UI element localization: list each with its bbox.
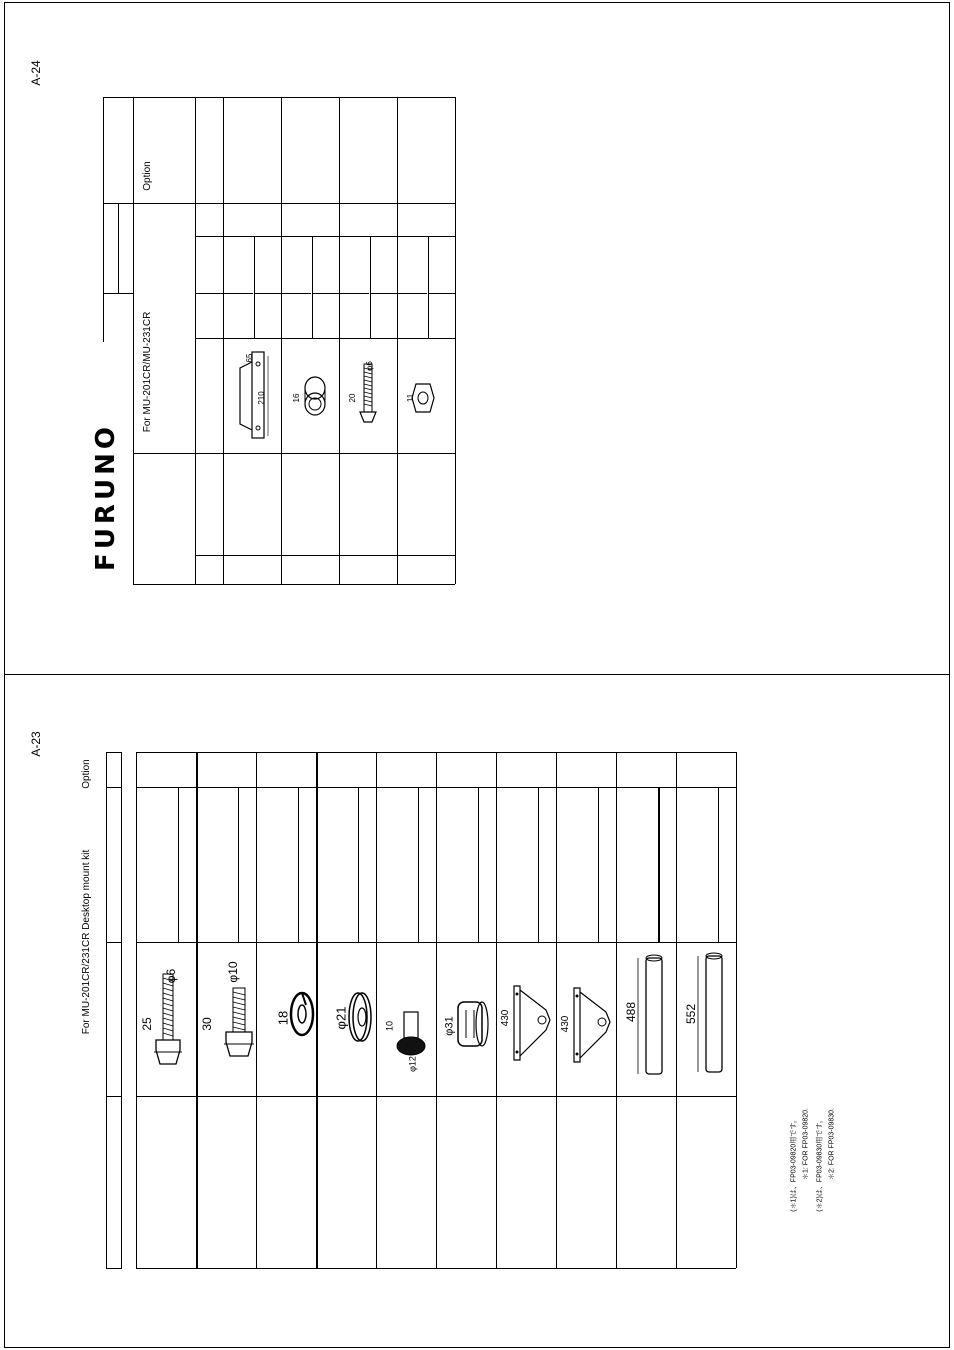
flat-washer-icon: [344, 990, 374, 1044]
page-number: A-24: [29, 60, 43, 86]
dimension-label: 10: [384, 1020, 395, 1032]
footnote: (＊1)は、FP03-09820用です。: [790, 1116, 798, 1212]
dimension-label: 11: [406, 393, 415, 403]
page-divider: [4, 674, 949, 675]
dimension-label: φ21: [333, 1006, 349, 1030]
dimension-label: 20: [348, 393, 357, 403]
collar-ring-icon: [298, 374, 332, 418]
hex-bolt-icon: [150, 972, 186, 1072]
dimension-label: 30: [200, 1017, 214, 1031]
dimension-label: 16: [292, 393, 301, 403]
rubber-foot-icon: [394, 1010, 428, 1060]
dimension-label: 210: [257, 391, 266, 405]
mount-bracket-icon: [566, 986, 614, 1066]
footnote: ＊1: FOR FP03-09820.: [802, 1108, 810, 1180]
dimension-label: 430: [560, 1015, 571, 1033]
dimension-label: φ6: [365, 361, 374, 371]
dimension-label: φ31: [443, 1016, 456, 1036]
category-label: Option: [142, 161, 153, 191]
dimension-label: 488: [624, 1001, 638, 1023]
mount-bracket-icon: [506, 984, 554, 1064]
table-title: For MU-201CR/MU-231CR: [142, 311, 153, 433]
dimension-label: 18: [275, 1010, 291, 1026]
dimension-label: 25: [140, 1017, 154, 1031]
hex-bolt-icon: [222, 986, 256, 1060]
page-number: A-23: [29, 731, 43, 757]
footnote: ＊2: FOR FP03-09830.: [828, 1108, 836, 1180]
dimension-label: 65: [245, 353, 254, 363]
furuno-logo: FURUNO: [91, 423, 121, 571]
dimension-label: φ12: [407, 1056, 418, 1072]
table-title: For MU-201CR/231CR Desktop mount kit: [81, 849, 92, 1035]
dimension-label: 552: [684, 1003, 698, 1025]
category-label: Option: [81, 759, 92, 789]
dimension-label: φ6: [164, 968, 178, 984]
cap-icon: [452, 996, 490, 1054]
handle-bracket-icon: [232, 350, 276, 442]
dimension-label: φ10: [226, 961, 240, 983]
footnote: (＊2)は、FP03-09830用です。: [816, 1116, 824, 1212]
screw-icon: [356, 362, 380, 430]
spring-washer-icon: [288, 990, 316, 1038]
dimension-label: 430: [500, 1009, 511, 1027]
